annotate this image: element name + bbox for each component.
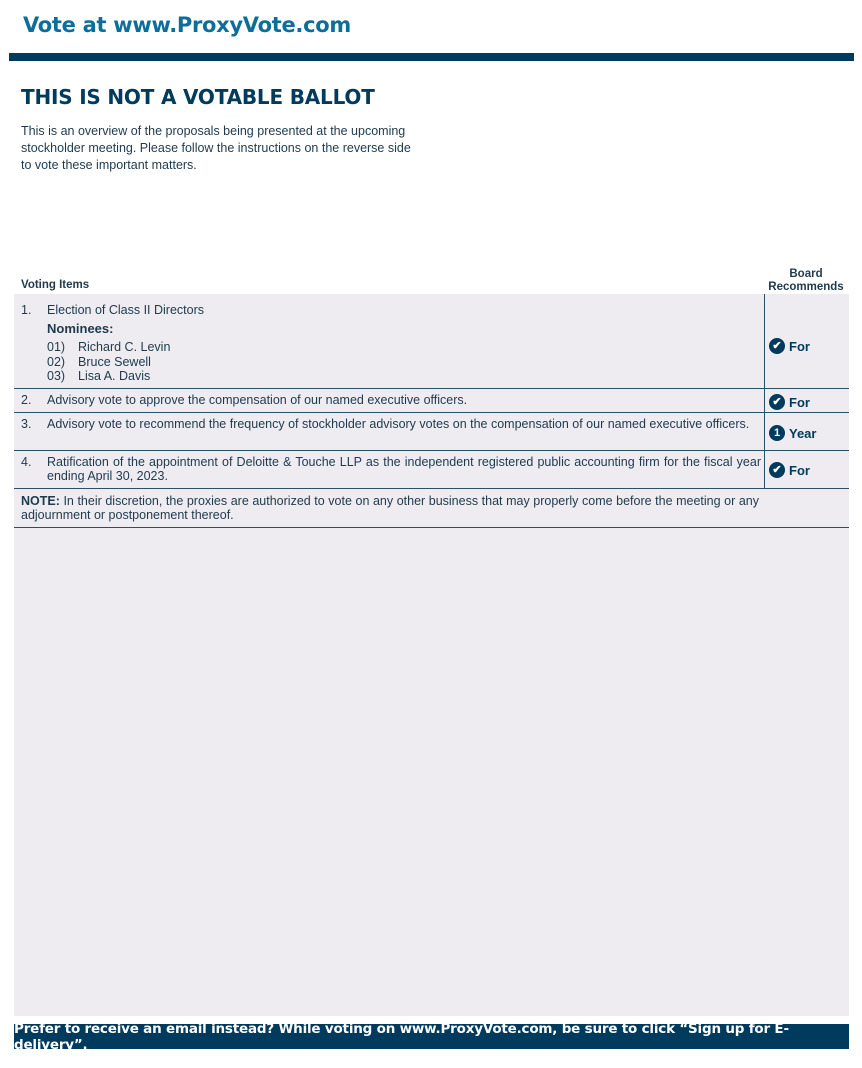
nominee-name: Lisa A. Davis <box>78 369 151 383</box>
board-header-line1: Board <box>789 268 823 280</box>
note-body: In their discretion, the proxies are authorized to vote on any other business that may properly come before the meeting or any adjournment or postponement thereof. <box>21 494 759 522</box>
check-circle-icon: ✔ <box>769 462 785 478</box>
note-label: NOTE: <box>21 494 60 508</box>
recommendation-item-1 <box>769 338 810 354</box>
nominee-name: Bruce Sewell <box>78 355 151 369</box>
item-text: Election of Class II Directors <box>47 303 204 317</box>
nominee-1 <box>47 340 170 354</box>
recommendation-label: For <box>789 338 810 354</box>
nominee-number: 03) <box>47 369 66 383</box>
item-number: 2. <box>21 393 32 407</box>
item-number: 3. <box>21 417 32 431</box>
row-divider <box>14 388 849 389</box>
voting-items-header: Voting Items <box>21 279 90 291</box>
board-recommends-header <box>763 268 849 294</box>
recommendation-item-4 <box>769 462 810 478</box>
recommendation-column-divider <box>764 294 765 488</box>
item-text: Advisory vote to approve the compensation of our named executive officers. <box>47 393 468 407</box>
nominee-2 <box>47 355 151 369</box>
recommendation-label: For <box>789 462 810 478</box>
item-number: 1. <box>21 303 32 317</box>
number-one-circle-icon: 1 <box>769 425 785 441</box>
board-header-line2: Recommends <box>768 281 844 293</box>
nominee-number: 02) <box>47 355 66 369</box>
item-text: Ratification of the appointment of Deloitte & Touche LLP as the independent registered public accounting firm for the fiscal year ending April 30, 2023. <box>47 455 761 483</box>
item-number: 4. <box>21 455 32 469</box>
recommendation-item-2 <box>769 394 810 410</box>
row-divider <box>14 412 849 413</box>
check-circle-icon: ✔ <box>769 394 785 410</box>
item-text: Advisory vote to recommend the frequency of stockholder advisory votes on the compensation of our named executive officers. <box>47 417 750 431</box>
note-text <box>21 494 759 522</box>
recommendation-item-3 <box>769 425 816 441</box>
row-divider <box>14 450 849 451</box>
check-circle-icon: ✔ <box>769 338 785 354</box>
header-title[interactable]: Vote at www.ProxyVote.com <box>23 13 351 37</box>
nominees-label: Nominees: <box>47 321 114 336</box>
nominee-name: Richard C. Levin <box>78 340 171 354</box>
page-title: THIS IS NOT A VOTABLE BALLOT <box>21 85 375 109</box>
nominee-number: 01) <box>47 340 66 354</box>
edelivery-banner-text: Prefer to receive an email instead? While voting on www.ProxyVote.com, be sure to click “Sign up for E-delivery”. <box>14 1020 789 1053</box>
recommendation-label: Year <box>789 425 817 441</box>
header-rule <box>9 53 854 61</box>
recommendation-label: For <box>789 394 810 410</box>
intro-text: This is an overview of the proposals being presented at the upcoming stockholder meeting. Please follow the instructions on the reverse side to vote these important matters. <box>21 124 411 172</box>
row-divider <box>14 488 849 489</box>
nominee-3 <box>47 369 150 383</box>
edelivery-banner <box>14 1020 849 1053</box>
row-divider <box>14 527 849 528</box>
